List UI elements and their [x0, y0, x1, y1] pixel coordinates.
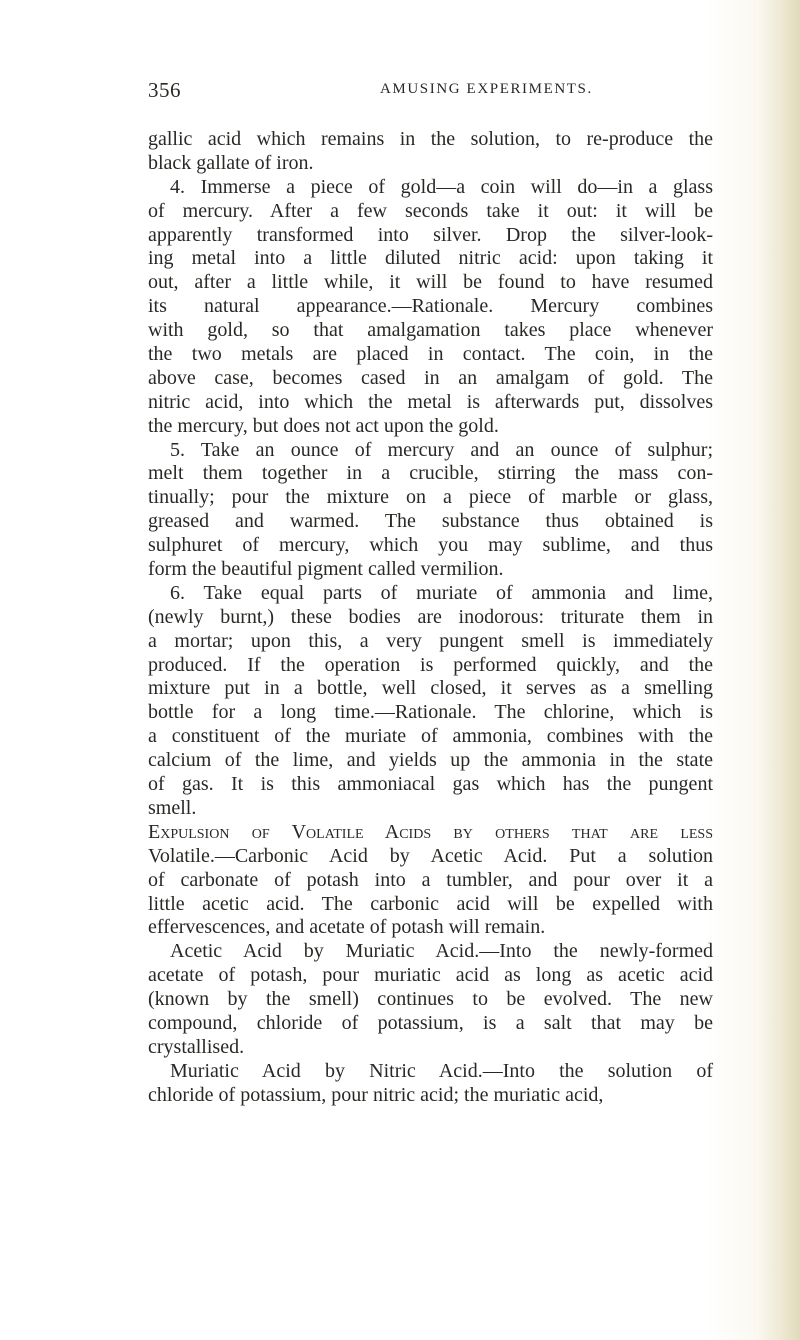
body-text [148, 128, 713, 1108]
text-line: calcium of the lime, and yields up the ammonia in the state [148, 749, 713, 772]
text-line: sulphuret of mercury, which you may sublime, and thus [148, 534, 713, 557]
text-line: tinually; pour the mixture on a piece of marble or glass, [148, 486, 713, 509]
text-line: nitric acid, into which the metal is afterwards put, dissolves [148, 390, 713, 413]
text-line: Volatile.—Carbonic Acid by Acetic Acid. Put a solution [148, 844, 713, 867]
text-line: ing metal into a little diluted nitric acid: upon taking it [148, 247, 713, 270]
text-line: bottle for a long time.—Rationale. The chlorine, which is [148, 701, 713, 724]
text-line: chloride of potassium, pour nitric acid; the muriatic acid, [148, 1083, 604, 1106]
text-line: effervescences, and acetate of potash will remain. [148, 916, 546, 939]
text-line: of carbonate of potash into a tumbler, and pour over it a [148, 868, 713, 891]
text-line: Acetic Acid by Muriatic Acid.—Into the newly-formed [170, 940, 713, 963]
text-line: (newly burnt,) these bodies are inodorous: triturate them in [148, 605, 713, 628]
text-line: greased and warmed. The substance thus obtained is [148, 510, 713, 533]
text-line: with gold, so that amalgamation takes place whenever [148, 319, 713, 342]
text-line: acetate of potash, pour muriatic acid as long as acetic acid [148, 964, 713, 987]
text-line: out, after a little while, it will be found to have resumed [148, 271, 713, 294]
running-head: AMUSING EXPERIMENTS. [380, 81, 593, 97]
page-header [148, 78, 708, 108]
text-line: little acetic acid. The carbonic acid will be expelled with [148, 892, 713, 915]
text-line: apparently transformed into silver. Drop the silver-look- [148, 223, 713, 246]
section-heading-line: Expulsion of Volatile Acids by others that are less [148, 820, 713, 843]
text-line: a constituent of the muriate of ammonia, combines with the [148, 725, 713, 748]
page-number: 356 [148, 78, 181, 102]
text-line: a mortar; upon this, a very pungent smell is immediately [148, 629, 713, 652]
text-line: produced. If the operation is performed quickly, and the [148, 653, 713, 676]
text-line: compound, chloride of potassium, is a salt that may be [148, 1011, 713, 1034]
text-line: 6. Take equal parts of muriate of ammonia and lime, [170, 581, 713, 604]
text-line: of gas. It is this ammoniacal gas which has the pungent [148, 773, 713, 796]
text-line: crystallised. [148, 1035, 245, 1058]
text-line: Muriatic Acid by Nitric Acid.—Into the solution of [170, 1059, 713, 1082]
page-edge-shading [758, 0, 800, 1340]
text-line: smell. [148, 796, 197, 819]
text-line: the mercury, but does not act upon the gold. [148, 414, 499, 437]
text-line: melt them together in a crucible, stirring the mass con- [148, 462, 713, 485]
text-line: black gallate of iron. [148, 151, 314, 174]
text-line: (known by the smell) continues to be evolved. The new [148, 988, 713, 1011]
text-line: form the beautiful pigment called vermilion. [148, 558, 504, 581]
text-line: mixture put in a bottle, well closed, it serves as a smelling [148, 677, 713, 700]
text-line: 5. Take an ounce of mercury and an ounce of sulphur; [170, 438, 713, 461]
text-line: of mercury. After a few seconds take it out: it will be [148, 199, 713, 222]
text-line: its natural appearance.—Rationale. Mercury combines [148, 295, 713, 318]
text-line: the two metals are placed in contact. The coin, in the [148, 343, 713, 366]
text-line: above case, becomes cased in an amalgam of gold. The [148, 366, 713, 389]
text-line: gallic acid which remains in the solution, to re-produce the [148, 128, 713, 150]
text-line: 4. Immerse a piece of gold—a coin will do—in a glass [170, 175, 713, 198]
